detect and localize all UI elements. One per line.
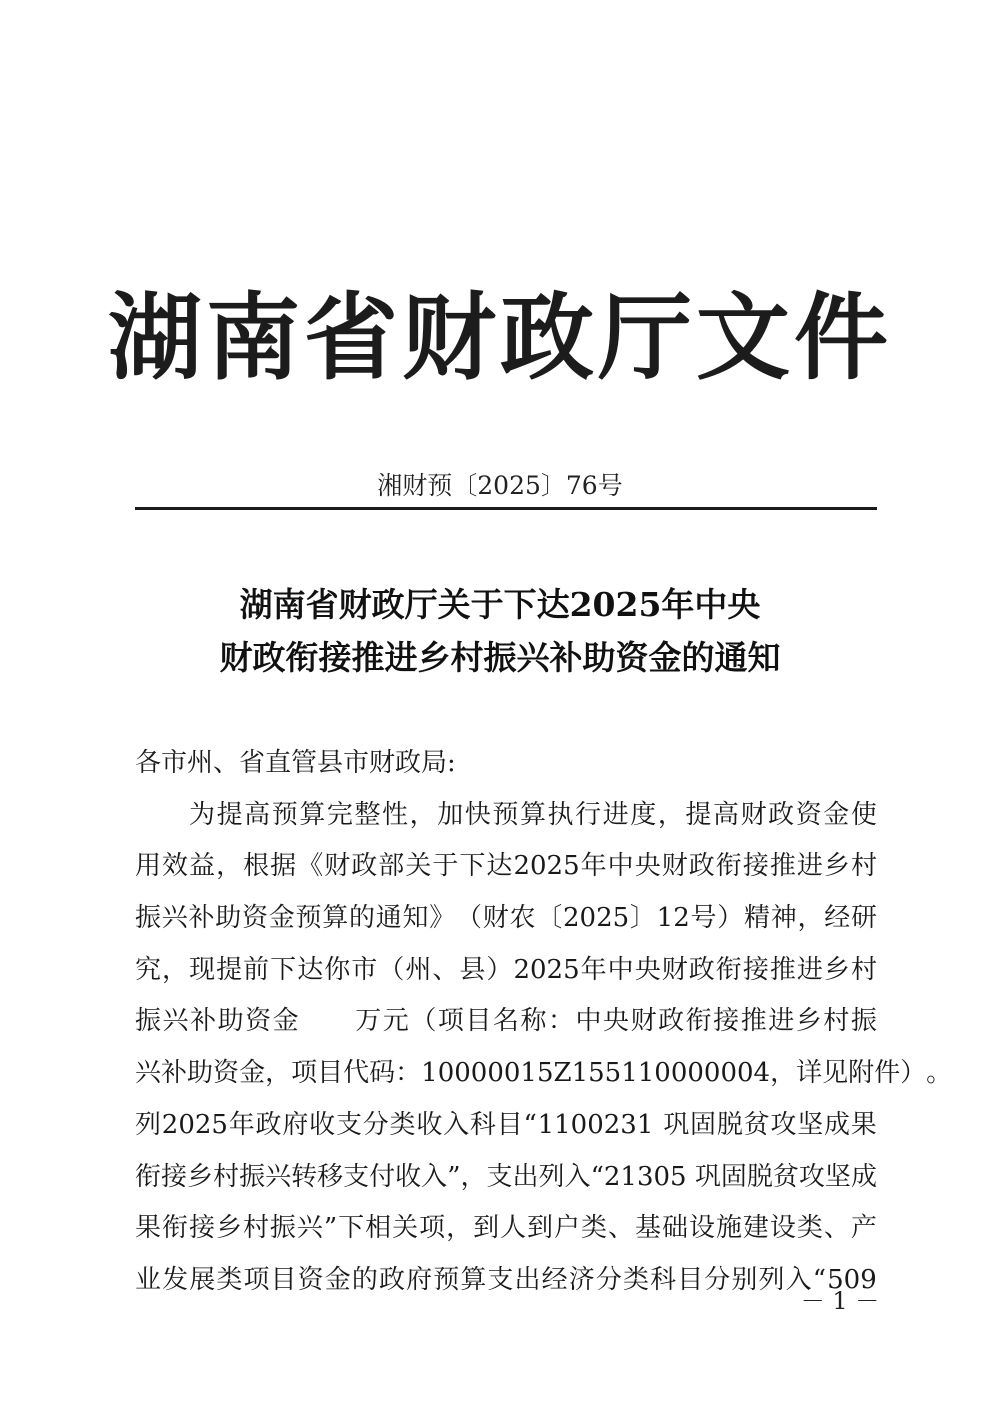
body-line — [135, 1048, 953, 1100]
body-glyph: 〔 — [536, 903, 563, 934]
body-glyph: ， — [216, 851, 243, 882]
body-glyph: 项 — [291, 1058, 318, 1089]
body-glyph: ： — [395, 1058, 422, 1089]
body-glyph: 〕 — [629, 903, 656, 934]
body-glyph: 根 — [243, 851, 270, 882]
body-glyph: 接 — [742, 851, 769, 882]
document-number: 湘财预〔2025〕76号 — [377, 471, 623, 500]
body-glyph: 年 — [580, 954, 607, 985]
body-glyph: 分 — [704, 1264, 731, 1295]
body-glyph: 的 — [349, 903, 376, 934]
body-glyph: 列 — [758, 1264, 785, 1295]
body-glyph: 助 — [215, 903, 242, 934]
body-glyph: 详 — [796, 1058, 823, 1089]
body-glyph: 下 — [338, 1213, 365, 1244]
body-glyph: 乡 — [823, 954, 850, 985]
body-glyph: 提 — [216, 954, 243, 985]
body-glyph: 用 — [135, 851, 162, 882]
body-glyph: 前 — [243, 954, 270, 985]
body-glyph: ， — [770, 1058, 797, 1089]
body-glyph: 目 — [317, 1058, 344, 1089]
body-glyph: 收 — [416, 1109, 443, 1140]
body-glyph: 性 — [382, 799, 409, 830]
body-glyph: 预 — [433, 1264, 460, 1295]
body-glyph: ， — [446, 1213, 473, 1244]
body-glyph: 》 — [429, 903, 456, 934]
body-glyph: 项 — [419, 1213, 446, 1244]
body-glyph: （ — [410, 1006, 437, 1037]
body-glyph: 预 — [271, 799, 298, 830]
body-glyph: 脱 — [746, 1161, 773, 1192]
body-glyph: 类 — [216, 1264, 243, 1295]
body-glyph: 果 — [135, 1213, 162, 1244]
body-glyph: 算 — [299, 799, 326, 830]
body-glyph: 称 — [520, 1006, 547, 1037]
body-glyph: 关 — [405, 851, 432, 882]
body-glyph: 财 — [740, 799, 767, 830]
body-glyph: 接 — [713, 1006, 740, 1037]
body-glyph: 补 — [188, 903, 215, 934]
body-glyph — [654, 1100, 662, 1152]
body-glyph: ， — [409, 799, 436, 830]
body-glyph: 攻 — [798, 1161, 825, 1192]
body-glyph: 市 — [351, 954, 378, 985]
body-line — [135, 790, 877, 842]
body-glyph: 度 — [630, 799, 657, 830]
body-glyph: 执 — [547, 799, 574, 830]
body-glyph: 元 — [382, 1006, 409, 1037]
body-glyph: 名 — [492, 1006, 519, 1037]
body-glyph: 使 — [850, 799, 877, 830]
body-glyph: 贫 — [772, 1161, 799, 1192]
body-glyph: 别 — [731, 1264, 758, 1295]
body-glyph: 你 — [324, 954, 351, 985]
body-glyph: 财 — [630, 1006, 657, 1037]
body-glyph: 兴 — [265, 1161, 292, 1192]
body-glyph: 政 — [688, 851, 715, 882]
body-glyph: 、 — [432, 954, 459, 985]
body-glyph: 分 — [362, 1109, 389, 1140]
body-glyph: 坚 — [824, 1161, 851, 1192]
body-glyph: 万 — [355, 1006, 382, 1037]
body-glyph: 攻 — [770, 1109, 797, 1140]
body-glyph: 助 — [187, 1058, 214, 1089]
body-glyph: ， — [460, 1161, 487, 1192]
body-glyph: 经 — [541, 1264, 568, 1295]
body-glyph: 行 — [575, 799, 602, 830]
body-glyph: 村 — [823, 1006, 850, 1037]
body-glyph: 预 — [492, 799, 519, 830]
body-glyph: 巩 — [694, 1161, 721, 1192]
body-glyph: 户 — [554, 1213, 581, 1244]
body-glyph: 加 — [437, 799, 464, 830]
body-glyph: 移 — [317, 1161, 344, 1192]
body-glyph: 补 — [161, 1058, 188, 1089]
body-glyph: 乡 — [215, 1213, 242, 1244]
body-glyph: 央 — [603, 1006, 630, 1037]
salutation: 各市州、省直管县市财政局: — [135, 748, 456, 778]
body-glyph: 进 — [796, 954, 823, 985]
body-glyph: 转 — [291, 1161, 318, 1192]
body-glyph: 通 — [375, 903, 402, 934]
body-glyph: 政 — [688, 954, 715, 985]
body-line — [135, 1255, 877, 1307]
body-glyph: “ — [812, 1264, 827, 1295]
body-glyph: ： — [547, 1006, 574, 1037]
body-glyph — [687, 1152, 695, 1204]
body-glyph: 村 — [213, 1161, 240, 1192]
body-glyph: 脱 — [716, 1109, 743, 1140]
body-glyph: 村 — [850, 954, 877, 985]
body-glyph: 接 — [188, 1213, 215, 1244]
body-line — [135, 996, 877, 1048]
body-glyph: 础 — [661, 1213, 688, 1244]
body-glyph: 财 — [324, 851, 351, 882]
title-line-1: 湖南省财政厅关于下达2025年中央 — [239, 585, 761, 624]
body-glyph: ） — [486, 954, 513, 985]
body-glyph: 设 — [688, 1213, 715, 1244]
body-line — [135, 1152, 877, 1204]
body-glyph: 中 — [607, 954, 634, 985]
body-glyph: 财 — [482, 903, 509, 934]
body-glyph: ） — [717, 903, 744, 934]
body-glyph: 研 — [850, 903, 877, 934]
body-glyph: 金 — [272, 1006, 299, 1037]
body-glyph: 出 — [514, 1264, 541, 1295]
body-glyph: 类 — [796, 1213, 823, 1244]
body-glyph: 央 — [634, 851, 661, 882]
body-glyph: 金 — [239, 1058, 266, 1089]
body-glyph: 基 — [634, 1213, 661, 1244]
body-glyph: 财 — [661, 954, 688, 985]
body-glyph: 出 — [512, 1161, 539, 1192]
body-glyph: 金 — [823, 799, 850, 830]
body-glyph: 收 — [395, 1161, 422, 1192]
body-glyph: 接 — [161, 1161, 188, 1192]
body-glyph: 科 — [650, 1264, 677, 1295]
body-glyph: 接 — [742, 954, 769, 985]
body-glyph: ） — [900, 1058, 927, 1089]
body-glyph: 助 — [217, 1006, 244, 1037]
body-glyph: 贫 — [743, 1109, 770, 1140]
body-glyph: 列 — [135, 1109, 162, 1140]
body-glyph: 分 — [595, 1264, 622, 1295]
body-glyph: 目 — [677, 1264, 704, 1295]
body-glyph: 收 — [309, 1109, 336, 1140]
body-glyph: 2025 — [513, 954, 580, 985]
body-glyph: 央 — [634, 954, 661, 985]
body-glyph: 代 — [343, 1058, 370, 1089]
body-glyph: 、 — [608, 1213, 635, 1244]
body-glyph: 村 — [850, 851, 877, 882]
body-glyph: 固 — [690, 1109, 717, 1140]
body-glyph: ， — [797, 903, 824, 934]
body-glyph: 究 — [135, 954, 162, 985]
body-glyph: 1100231 — [537, 1109, 654, 1140]
body-glyph: 现 — [189, 954, 216, 985]
body-glyph: 衔 — [685, 1006, 712, 1037]
body-glyph: 2025 — [563, 903, 630, 934]
body-glyph: 巩 — [663, 1109, 690, 1140]
body-glyph: 府 — [406, 1264, 433, 1295]
body-glyph: 乡 — [187, 1161, 214, 1192]
body-glyph: 府 — [282, 1109, 309, 1140]
body-glyph: 年 — [228, 1109, 255, 1140]
body-glyph: 衔 — [715, 851, 742, 882]
body-line — [135, 893, 877, 945]
body-glyph: 中 — [607, 851, 634, 882]
body-glyph: ， — [162, 954, 189, 985]
body-glyph: 快 — [464, 799, 491, 830]
body-glyph: 设 — [769, 1213, 796, 1244]
body-glyph: 提 — [216, 799, 243, 830]
body-glyph: （ — [378, 954, 405, 985]
body-glyph: 高 — [244, 799, 271, 830]
body-glyph: 预 — [295, 903, 322, 934]
body-glyph — [300, 996, 326, 1048]
body-glyph: 村 — [242, 1213, 269, 1244]
title-line-2: 财政衔接推进乡村振兴补助资金的通知 — [219, 638, 781, 677]
body-glyph: 达 — [297, 954, 324, 985]
body-glyph: 进 — [602, 799, 629, 830]
body-glyph: ” — [323, 1213, 338, 1244]
body-glyph: 兴 — [162, 1006, 189, 1037]
body-glyph: 业 — [135, 1264, 162, 1295]
document-masthead: 湖南省财政厅文件 — [107, 283, 892, 393]
body-glyph: 到 — [527, 1213, 554, 1244]
body-glyph: 支 — [486, 1161, 513, 1192]
body-glyph: 衔 — [715, 954, 742, 985]
body-glyph: 进 — [796, 851, 823, 882]
body-glyph: 神 — [770, 903, 797, 934]
body-glyph: 为 — [189, 799, 216, 830]
body-glyph: 列 — [538, 1161, 565, 1192]
body-glyph: ” — [447, 1161, 461, 1192]
body-glyph: 进 — [768, 1006, 795, 1037]
body-glyph: 展 — [189, 1264, 216, 1295]
body-glyph: 类 — [622, 1264, 649, 1295]
body-glyph: 类 — [581, 1213, 608, 1244]
body-glyph: 提 — [685, 799, 712, 830]
body-glyph: “ — [523, 1109, 537, 1140]
body-glyph: 振 — [135, 1006, 162, 1037]
masthead-divider — [135, 507, 877, 510]
body-glyph: 成 — [824, 1109, 851, 1140]
body-glyph: 衔 — [135, 1161, 162, 1192]
body-glyph: 509 — [827, 1264, 877, 1295]
body-glyph: 达 — [486, 851, 513, 882]
body-glyph: 资 — [213, 1058, 240, 1089]
body-glyph: 科 — [469, 1109, 496, 1140]
body-glyph: 州 — [405, 954, 432, 985]
body-glyph: 目 — [465, 1006, 492, 1037]
body-glyph: 补 — [190, 1006, 217, 1037]
body-glyph: 坚 — [797, 1109, 824, 1140]
body-glyph: 振 — [269, 1213, 296, 1244]
body-glyph: 兴 — [296, 1213, 323, 1244]
body-glyph: 类 — [389, 1109, 416, 1140]
body-glyph: 推 — [769, 851, 796, 882]
body-glyph: 衔 — [161, 1213, 188, 1244]
body-glyph: 建 — [742, 1213, 769, 1244]
body-glyph: “ — [590, 1161, 604, 1192]
body-glyph: 算 — [322, 903, 349, 934]
body-glyph: 兴 — [135, 1058, 162, 1089]
body-glyph: 的 — [351, 1264, 378, 1295]
body-glyph: 中 — [575, 1006, 602, 1037]
body-glyph: 知 — [402, 903, 429, 934]
body-glyph: 政 — [255, 1109, 282, 1140]
body-glyph: 于 — [432, 851, 459, 882]
body-line — [135, 841, 877, 893]
body-glyph: 12 — [656, 903, 690, 934]
body-glyph: 2025 — [513, 851, 580, 882]
body-glyph: 果 — [850, 1109, 877, 1140]
body-glyph: 完 — [326, 799, 353, 830]
body-glyph: 支 — [343, 1161, 370, 1192]
body-glyph: 政 — [351, 851, 378, 882]
body-glyph: 附 — [848, 1058, 875, 1089]
body-glyph: 金 — [268, 903, 295, 934]
body-glyph: 10000015Z155110000004 — [421, 1058, 771, 1089]
body-glyph: 农 — [509, 903, 536, 934]
body-glyph: 振 — [239, 1161, 266, 1192]
body-glyph: 金 — [324, 1264, 351, 1295]
body-glyph: 固 — [720, 1161, 747, 1192]
body-glyph: 年 — [580, 851, 607, 882]
body-glyph: 相 — [365, 1213, 392, 1244]
body-glyph: 2025 — [161, 1109, 228, 1140]
document-title — [0, 578, 1000, 684]
body-glyph: 整 — [354, 799, 381, 830]
body-glyph: 财 — [661, 851, 688, 882]
body-glyph: 益 — [189, 851, 216, 882]
body-glyph: 项 — [437, 1006, 464, 1037]
body-glyph: 《 — [297, 851, 324, 882]
body-glyph: 件 — [874, 1058, 901, 1089]
body-glyph: 发 — [162, 1264, 189, 1295]
body-glyph: 目 — [270, 1264, 297, 1295]
body-line — [135, 1203, 877, 1255]
document-body — [135, 738, 953, 1307]
body-line — [135, 945, 877, 997]
body-glyph: 21305 — [603, 1161, 687, 1192]
body-glyph: 经 — [824, 903, 851, 934]
body-glyph: 下 — [270, 954, 297, 985]
body-glyph: 资 — [245, 1006, 272, 1037]
body-glyph: 精 — [743, 903, 770, 934]
body-glyph: 县 — [459, 954, 486, 985]
body-glyph: 码 — [369, 1058, 396, 1089]
body-glyph: 支 — [335, 1109, 362, 1140]
body-glyph: 到 — [473, 1213, 500, 1244]
body-glyph: 入 — [421, 1161, 448, 1192]
body-glyph: 高 — [712, 799, 739, 830]
body-glyph: 支 — [487, 1264, 514, 1295]
body-glyph: 项 — [243, 1264, 270, 1295]
body-glyph: 算 — [460, 1264, 487, 1295]
body-glyph: 见 — [822, 1058, 849, 1089]
body-glyph: 部 — [378, 851, 405, 882]
body-glyph: 资 — [795, 799, 822, 830]
body-glyph: 政 — [768, 799, 795, 830]
body-glyph — [328, 996, 354, 1048]
body-glyph: 据 — [270, 851, 297, 882]
body-glyph: 政 — [378, 1264, 405, 1295]
body-glyph: 、 — [823, 1213, 850, 1244]
body-glyph: ， — [265, 1058, 292, 1089]
body-glyph: （ — [456, 903, 483, 934]
body-glyph: 乡 — [823, 851, 850, 882]
body-glyph: 号 — [690, 903, 717, 934]
body-glyph: 振 — [135, 903, 162, 934]
body-glyph: 入 — [785, 1264, 812, 1295]
page-number: － 1 － — [800, 1287, 880, 1315]
body-glyph: 目 — [496, 1109, 523, 1140]
body-glyph: 济 — [568, 1264, 595, 1295]
body-glyph: ， — [657, 799, 684, 830]
body-glyph: 效 — [162, 851, 189, 882]
body-glyph: 。 — [926, 1058, 953, 1089]
body-glyph: 入 — [564, 1161, 591, 1192]
body-glyph: 振 — [850, 1006, 877, 1037]
body-glyph: 政 — [658, 1006, 685, 1037]
body-glyph: 兴 — [161, 903, 188, 934]
body-glyph: 关 — [392, 1213, 419, 1244]
body-glyph: 付 — [369, 1161, 396, 1192]
body-glyph: 算 — [519, 799, 546, 830]
body-glyph: 推 — [740, 1006, 767, 1037]
body-glyph: 产 — [850, 1213, 877, 1244]
body-glyph: 入 — [443, 1109, 470, 1140]
body-glyph: 成 — [850, 1161, 877, 1192]
body-glyph: 乡 — [795, 1006, 822, 1037]
body-glyph: 下 — [459, 851, 486, 882]
body-glyph: 资 — [297, 1264, 324, 1295]
body-glyph: 施 — [715, 1213, 742, 1244]
body-glyph: 资 — [242, 903, 269, 934]
body-glyph: 人 — [500, 1213, 527, 1244]
body-glyph: 推 — [769, 954, 796, 985]
body-line — [135, 1100, 877, 1152]
